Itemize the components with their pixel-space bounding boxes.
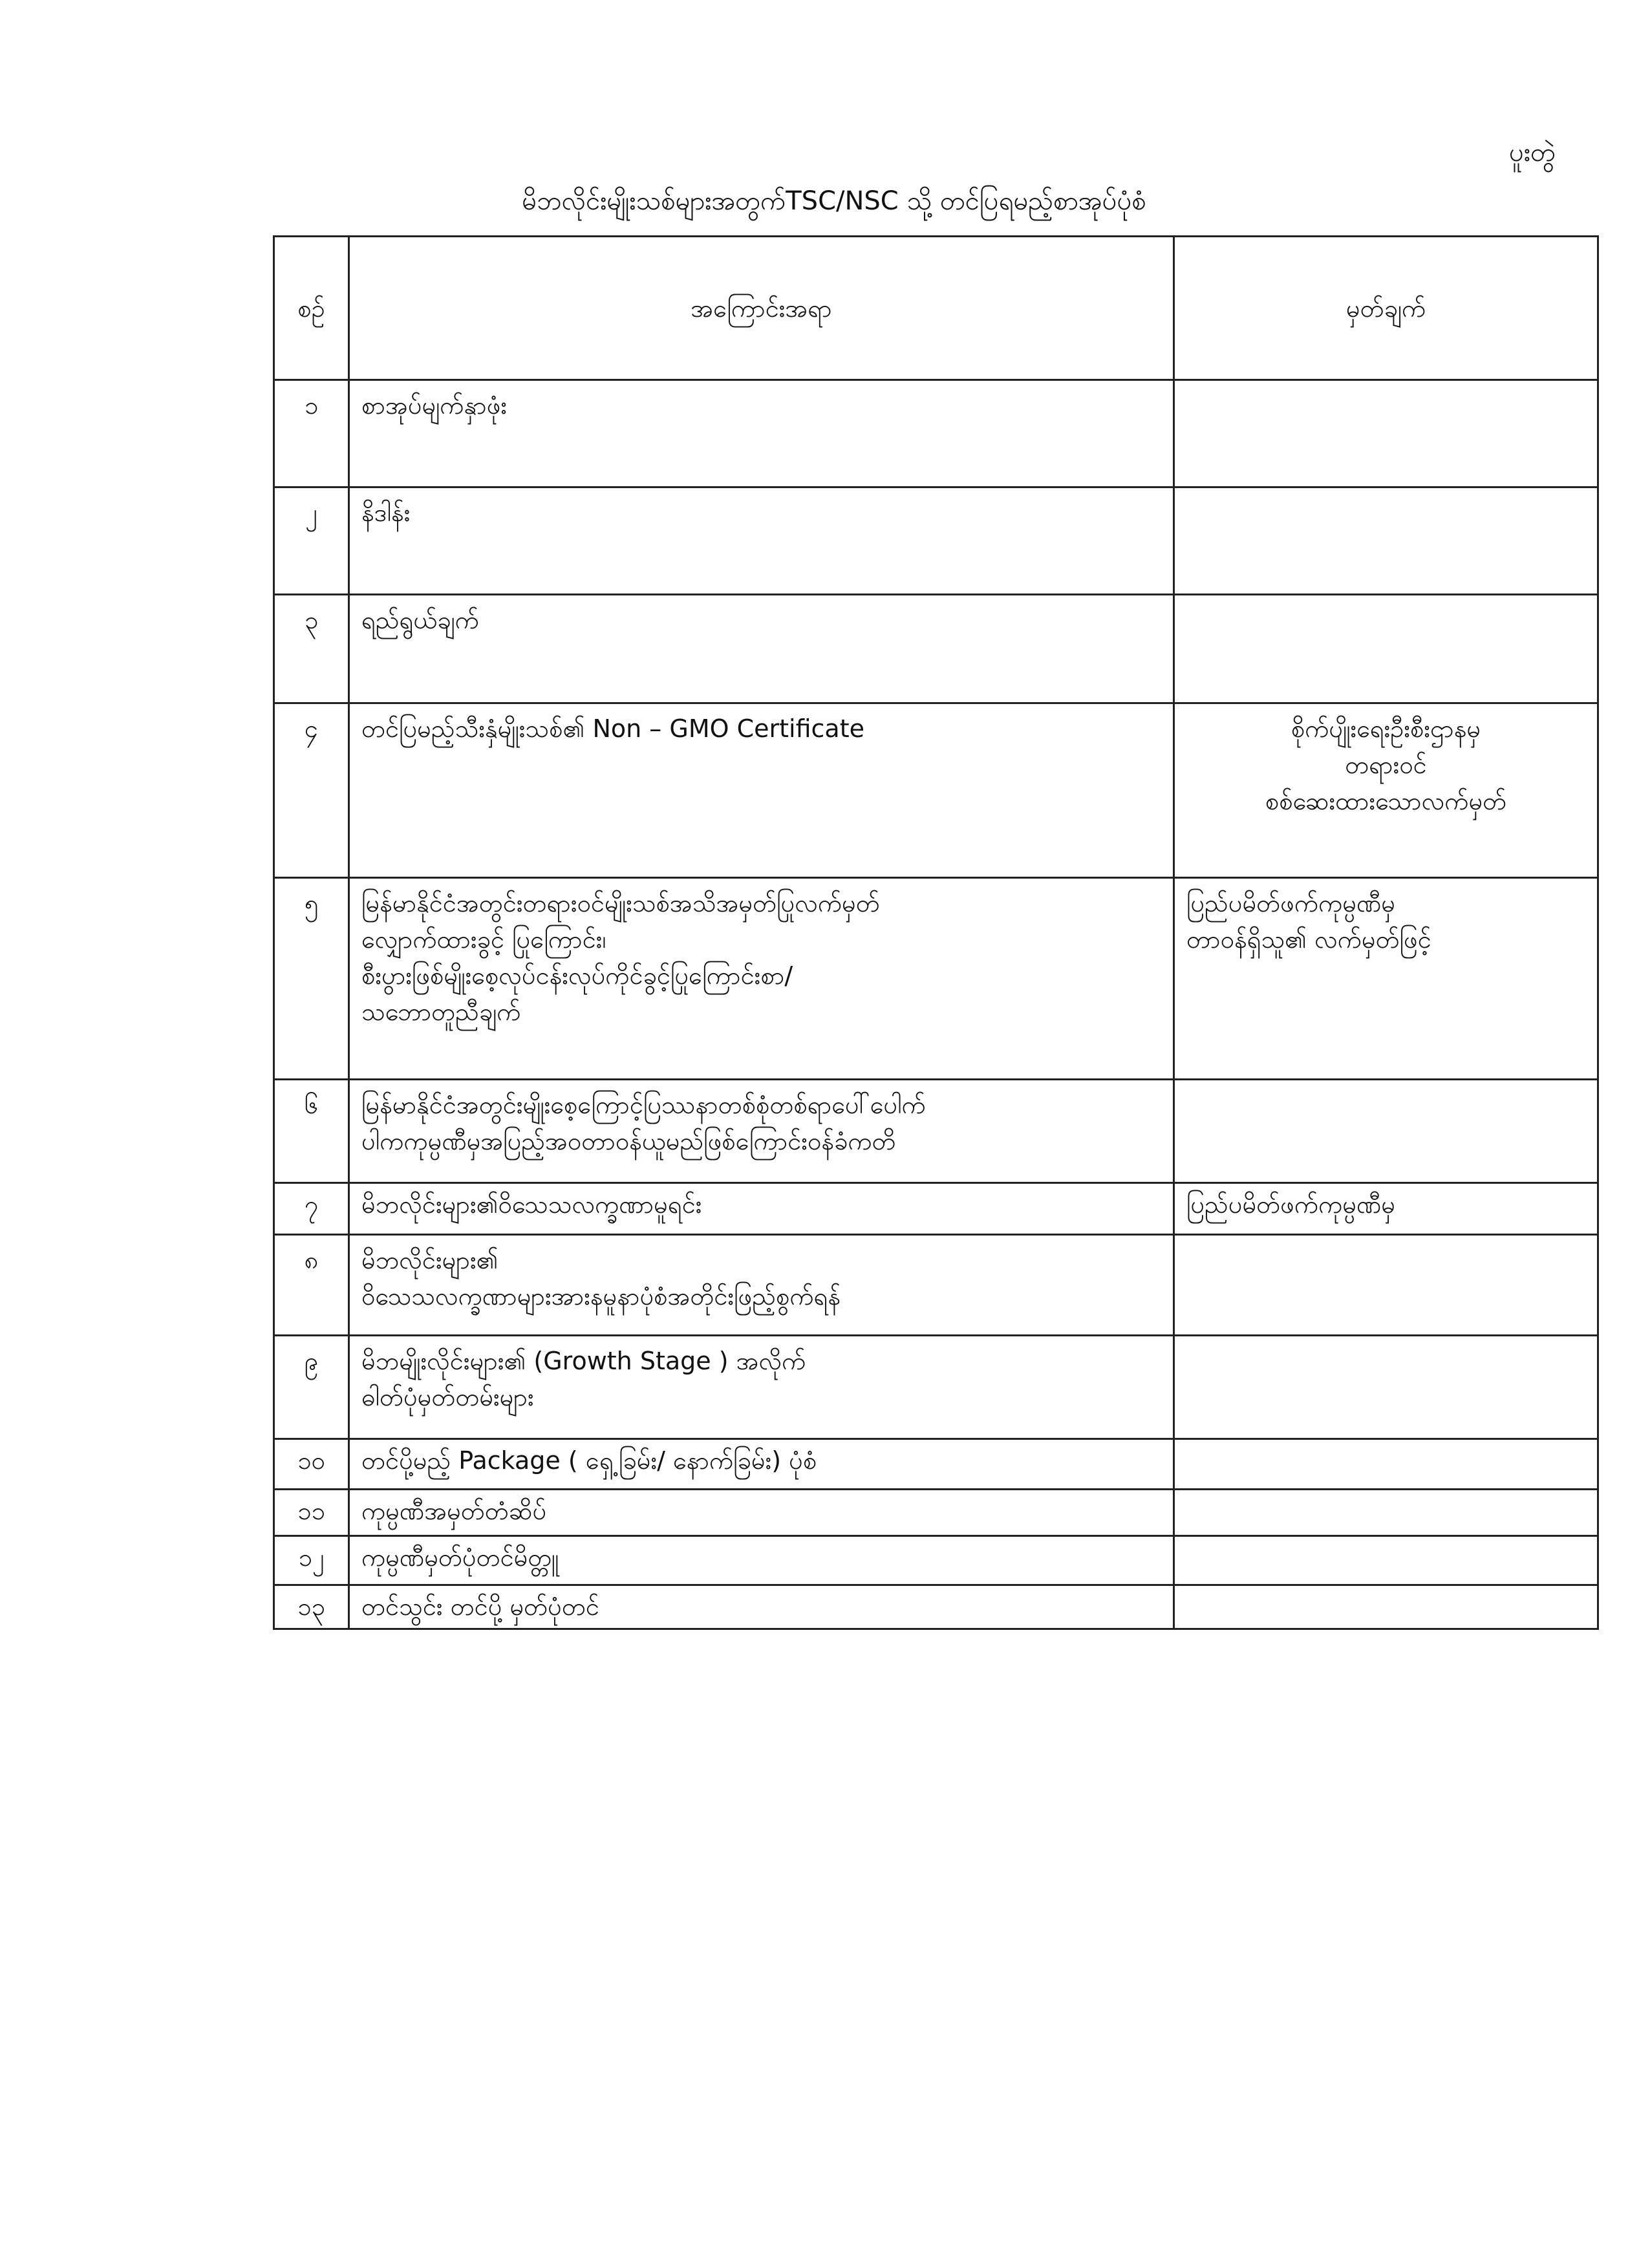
row-remark	[1174, 487, 1598, 595]
row-remark	[1174, 595, 1598, 703]
table-row	[274, 703, 1598, 878]
table-row	[274, 1235, 1598, 1336]
row-number: ၃	[274, 595, 349, 703]
row-remark	[1174, 703, 1598, 878]
row-remark	[1174, 1080, 1598, 1183]
table-row	[274, 878, 1598, 1080]
row-subject-text: ကုမ္ပဏီမှတ်ပုံတင်မိတ္တူ	[361, 1543, 559, 1572]
row-subject	[349, 1439, 1174, 1490]
row-number: ၁၃	[274, 1585, 349, 1629]
row-number: ၁၀	[274, 1439, 349, 1490]
row-subject	[349, 1585, 1174, 1629]
table-row	[274, 1439, 1598, 1490]
row-remark	[1174, 1585, 1598, 1629]
header-no: စဉ်	[274, 237, 349, 380]
row-subject-text: နိဒါန်း	[361, 498, 411, 527]
row-remark	[1174, 1536, 1598, 1585]
row-subject	[349, 595, 1174, 703]
row-subject-text: တင်ပြမည့်သီးနှံမျိုးသစ်၏ Non – GMO Certificate	[361, 714, 864, 743]
row-remark-text: ပြည်ပမိတ်ဖက်ကုမ္ပဏီမှ	[1186, 1190, 1395, 1219]
table-row	[274, 1183, 1598, 1235]
table-row	[274, 487, 1598, 595]
row-subject	[349, 487, 1174, 595]
row-remark	[1174, 1183, 1598, 1235]
row-number: ၈	[274, 1235, 349, 1336]
row-subject	[349, 380, 1174, 487]
row-subject	[349, 1490, 1174, 1536]
row-subject-text: တင်သွင်း တင်ပို့ မှတ်ပုံတင်	[361, 1592, 599, 1621]
row-subject-text: မိဘလိုင်းများ၏ ဝိသေသလက္ခဏာများအားနမူနာပုံစံအတိုင်းဖြည့်စွက်ရန်	[361, 1246, 841, 1311]
row-subject	[349, 1336, 1174, 1439]
row-subject-text: တင်ပို့မည့် Package ( ရှေ့ခြမ်း/ နောက်ခြမ်း) ပုံစံ	[361, 1446, 817, 1475]
row-number: ၇	[274, 1183, 349, 1235]
submission-checklist-table	[273, 235, 1599, 1630]
row-remark-text: စိုက်ပျိုးရေးဦးစီးဌာနမှ တရားဝင် စစ်ဆေးထားသောလက်မှတ်	[1265, 714, 1507, 815]
row-subject-text: မိဘမျိုးလိုင်းများ၏ (Growth Stage ) အလိုက် ဓါတ်ပုံမှတ်တမ်းများ	[361, 1347, 806, 1411]
header-subject: အကြောင်းအရာ	[349, 237, 1174, 380]
row-subject	[349, 703, 1174, 878]
row-remark-text: ပြည်ပမိတ်ဖက်ကုမ္ပဏီမှ တာဝန်ရှိသူ၏ လက်မှတ်ဖြင့်	[1186, 889, 1431, 954]
document-title: မိဘလိုင်းမျိုးသစ်များအတွက်TSC/NSC သို့ တင်ပြရမည့်စာအုပ်ပုံစံ	[522, 186, 1146, 216]
row-remark	[1174, 380, 1598, 487]
row-number: ၉	[274, 1336, 349, 1439]
row-subject	[349, 878, 1174, 1080]
row-subject-text: မြန်မာနိုင်ငံအတွင်းမျိုးစေ့ကြောင့်ပြဿနာတစ်စုံတစ်ရာပေါ်ပေါက် ပါကကုမ္ပဏီမှအပြည့်အဝတာဝန်ယူမည်ဖြစ်ကြောင်းဝန်ခံကတိ	[361, 1091, 926, 1155]
table-row	[274, 380, 1598, 487]
row-remark	[1174, 1336, 1598, 1439]
table-row	[274, 1336, 1598, 1439]
row-subject-text: စာအုပ်မျက်နှာဖုံး	[361, 391, 508, 420]
row-subject	[349, 1183, 1174, 1235]
row-number: ၅	[274, 878, 349, 1080]
table-row	[274, 1080, 1598, 1183]
table-header-row	[274, 237, 1598, 380]
row-number: ၂	[274, 487, 349, 595]
table-row	[274, 1585, 1598, 1629]
row-subject	[349, 1536, 1174, 1585]
table-row	[274, 1536, 1598, 1585]
row-number: ၄	[274, 703, 349, 878]
row-number: ၁	[274, 380, 349, 487]
row-subject-text: ရည်ရွယ်ချက်	[361, 606, 479, 634]
row-subject	[349, 1235, 1174, 1336]
attachment-label: ပူးတွဲ	[1509, 138, 1556, 167]
row-number: ၁၁	[274, 1490, 349, 1536]
row-remark	[1174, 1439, 1598, 1490]
row-remark	[1174, 1490, 1598, 1536]
row-subject-text: ကုမ္ပဏီအမှတ်တံဆိပ်	[361, 1497, 547, 1525]
row-remark	[1174, 878, 1598, 1080]
row-subject	[349, 1080, 1174, 1183]
row-subject-text: မိဘလိုင်းများ၏ဝိသေသလက္ခဏာမူရင်း	[361, 1190, 702, 1219]
row-subject-text: မြန်မာနိုင်ငံအတွင်းတရားဝင်မျိုးသစ်အသိအမှတ်ပြုလက်မှတ် လျှောက်ထားခွင့် ပြုကြောင်း၊ စီးပွားဖြစ်မျိုးစေ့လုပ်ငန်းလုပ်ကိုင်ခွင့်ပြုကြောင်းစာ/ သဘောတူညီချက်	[361, 889, 880, 1026]
row-number: ၁၂	[274, 1536, 349, 1585]
row-number: ၆	[274, 1080, 349, 1183]
header-remark: မှတ်ချက်	[1174, 237, 1598, 380]
row-remark	[1174, 1235, 1598, 1336]
table-row	[274, 1490, 1598, 1536]
table-row	[274, 595, 1598, 703]
